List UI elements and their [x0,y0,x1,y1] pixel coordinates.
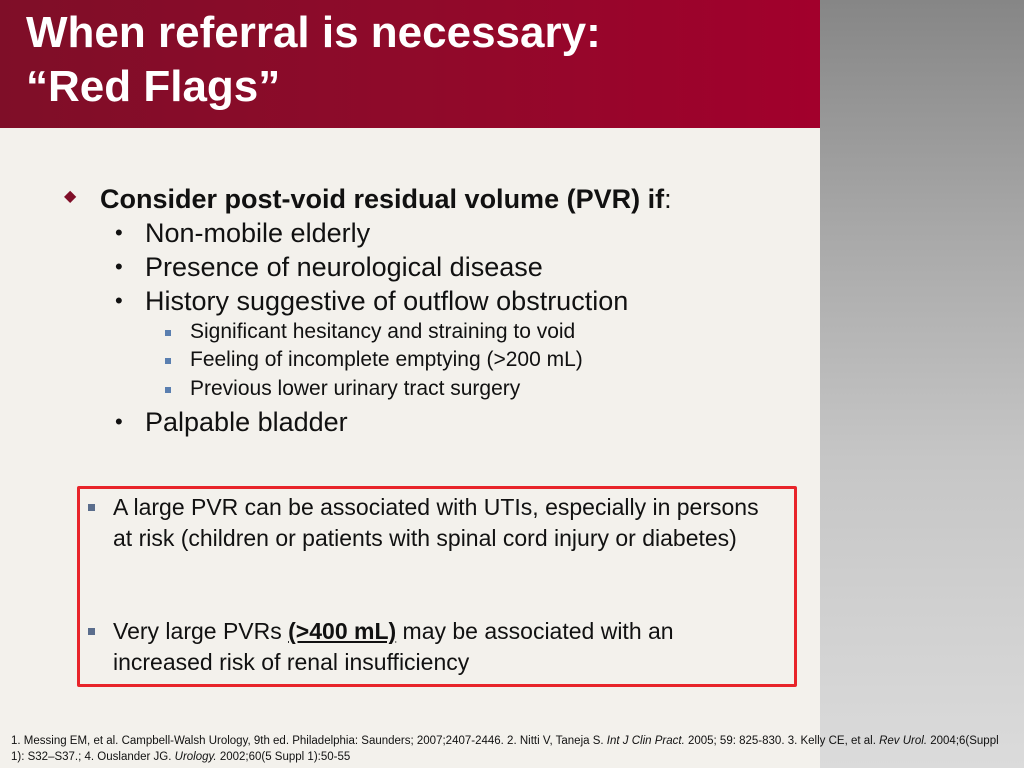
square-bullet-icon [165,358,171,364]
diamond-bullet-icon: ◆ [64,188,77,205]
side-gradient-panel [820,0,1024,768]
ref-text-1: 1. Messing EM, et al. Campbell-Walsh Urology, 9th ed. Philadelphia: Saunders; 2007;2407-2446. 2. Nitti V, Taneja S. [11,735,607,747]
dot-bullet-icon: • [115,254,123,279]
sub-item: Palpable bladder [145,407,348,437]
main-bullet-text: Consider post-void residual volume (PVR) if [100,184,665,214]
slide-title [26,6,601,114]
subsub-item: Feeling of incomplete emptying (>200 mL) [190,348,583,371]
references-footnote [11,733,1011,765]
box-item-2-post: may be associated with an increased risk of renal insufficiency [113,618,674,675]
subsub-item: Significant hesitancy and straining to void [190,320,576,343]
ref-text-2: 2005; 59: 825-830. 3. Kelly CE, et al. [684,735,880,747]
slide-content [0,128,820,768]
main-bullet [100,183,672,215]
square-bullet-icon [165,387,171,393]
square-bullet-icon [88,628,95,635]
title-line-2: “Red Flags” [26,62,281,111]
sub-item: History suggestive of outflow obstruction [145,286,629,316]
ref-text-3: 2004;6(Suppl 1): S32–S37.; 4. Ouslander JG. [11,735,999,763]
square-bullet-icon [88,504,95,511]
sub-item: Presence of neurological disease [145,252,543,282]
subsub-item: Previous lower urinary tract surgery [190,377,521,400]
ref-journal-2: Rev Urol. [879,735,928,747]
box-item-2-pre: Very large PVRs [113,618,289,644]
square-bullet-icon [165,330,171,336]
dot-bullet-icon: • [115,288,123,313]
sub-item: Non-mobile elderly [145,218,371,248]
main-bullet-colon: : [664,184,672,214]
box-item-pvr-renal [113,616,773,678]
box-item-2-emphasis: (>400 mL) [288,618,397,644]
ref-text-4: 2002;60(5 Suppl 1):50-55 [216,751,351,763]
dot-bullet-icon: • [115,220,123,245]
title-line-1: When referral is necessary: [26,8,601,57]
title-bar [0,0,820,128]
ref-journal-1: Int J Clin Pract. [606,735,685,747]
box-item-pvr-uti: A large PVR can be associated with UTIs, especially in persons at risk (children or patients with spinal cord injury or diabetes) [113,494,759,551]
dot-bullet-icon: • [115,409,123,434]
ref-journal-3: Urology. [174,751,217,763]
